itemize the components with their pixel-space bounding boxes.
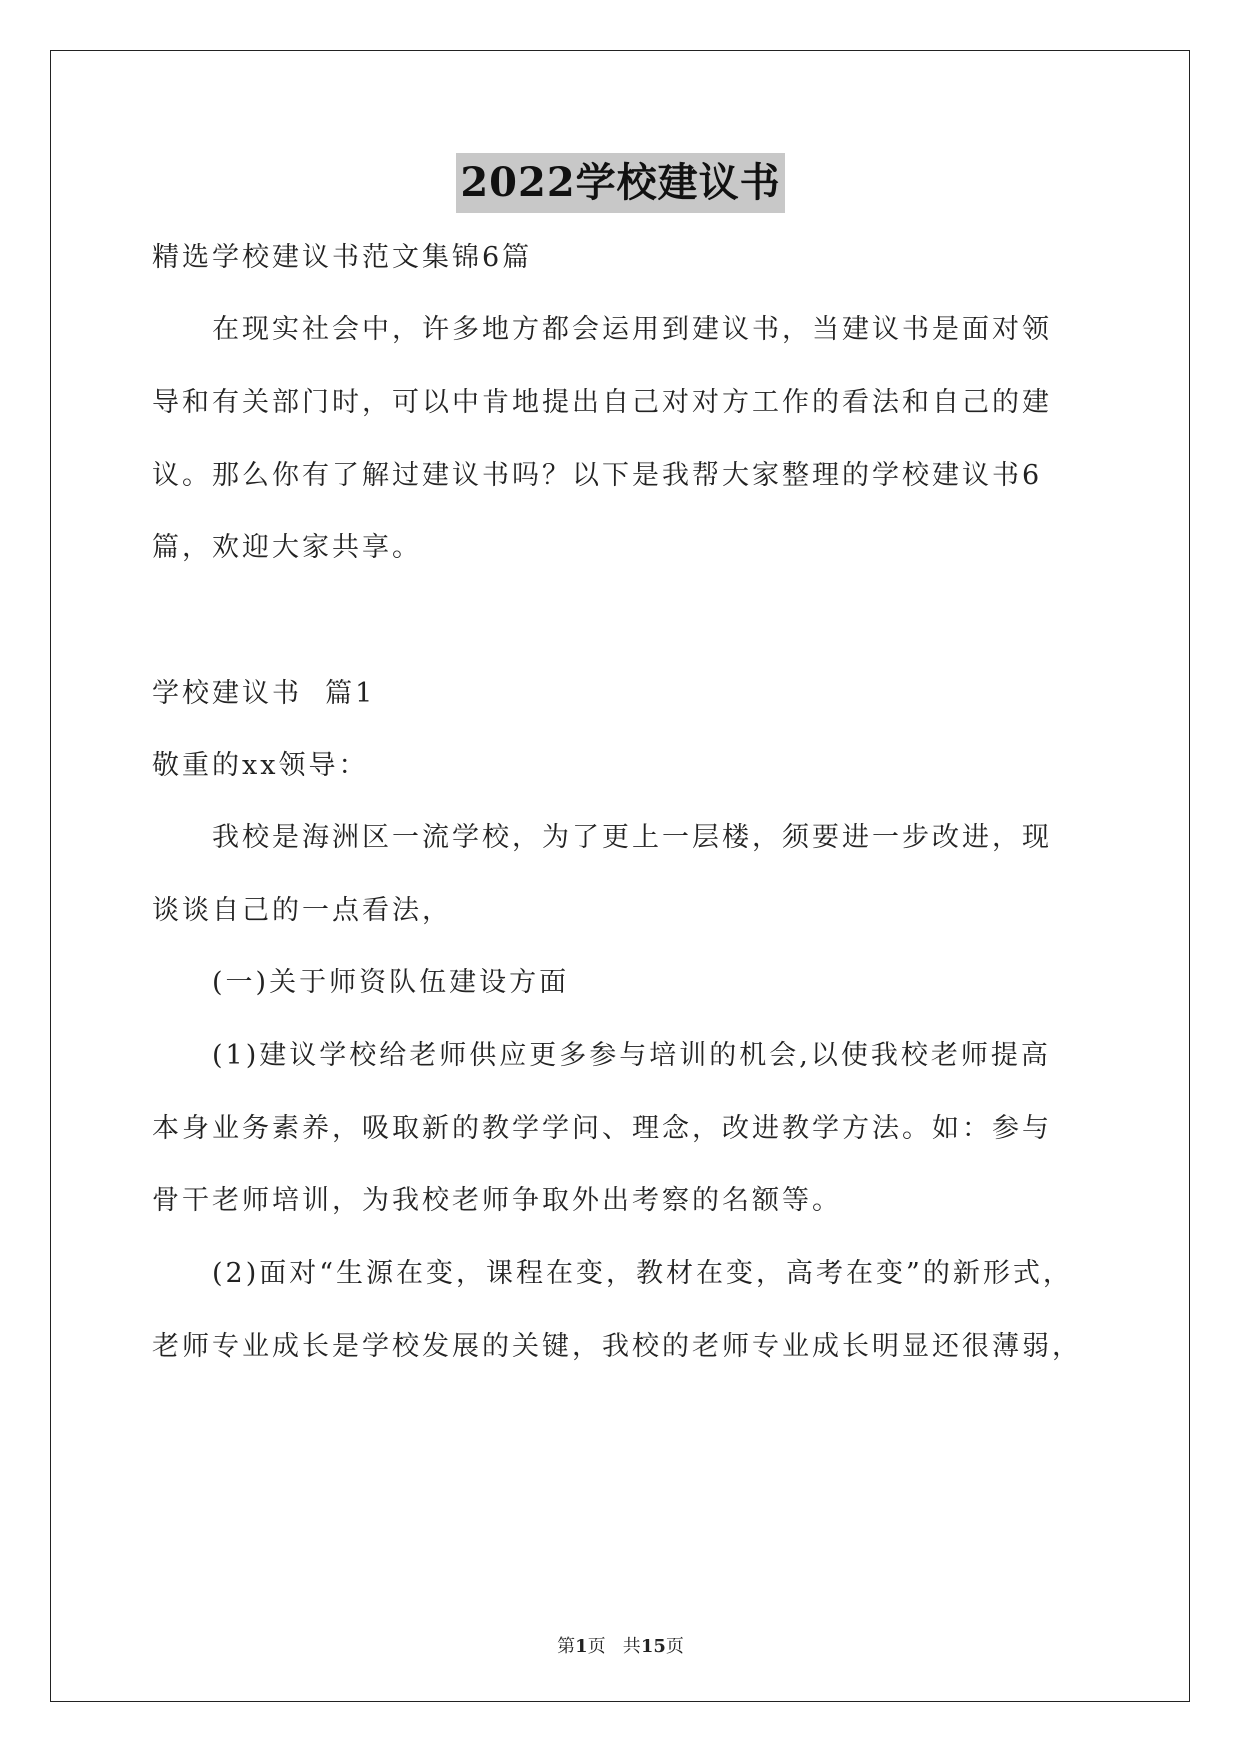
current-page-number: 1 [575,1636,588,1657]
page-border [50,50,1190,1702]
total-pages-number: 15 [640,1636,666,1657]
footer-suffix: 页 [665,1636,684,1657]
body-line-4: (1)建议学校给老师供应更多参与培训的机会,以使我校老师提高 [212,1040,1051,1071]
body-line-1: 我校是海洲区一流学校，为了更上一层楼，须要进一步改进，现 [212,822,1052,853]
body-line-5: 本身业务素养，吸取新的教学学问、理念，改进教学方法。如：参与 [152,1113,1052,1144]
document-subtitle: 精选学校建议书范文集锦6篇 [152,242,533,273]
footer-mid: 页 共 [587,1636,641,1657]
footer-prefix: 第 [557,1636,576,1657]
document-title: 2022学校建议书 [456,153,784,213]
intro-line-1: 在现实社会中，许多地方都会运用到建议书，当建议书是面对领 [212,314,1052,345]
intro-line-2: 导和有关部门时，可以中肯地提出自己对对方工作的看法和自己的建 [152,387,1052,418]
body-line-8: 老师专业成长是学校发展的关键，我校的老师专业成长明显还很薄弱， [152,1331,1082,1362]
body-line-2: 谈谈自己的一点看法， [152,895,452,926]
page-footer [0,1632,1241,1658]
body-line-7: (2)面对“生源在变，课程在变，教材在变，高考在变”的新形式， [212,1258,1073,1289]
body-line-3: (一)关于师资队伍建设方面 [212,967,570,998]
intro-line-3: 议。那么你有了解过建议书吗？以下是我帮大家整理的学校建议书6 [152,460,1043,491]
salutation: 敬重的xx领导： [152,750,369,781]
intro-line-4: 篇，欢迎大家共享。 [152,532,422,563]
title-container [0,153,1241,213]
section-heading: 学校建议书 篇1 [152,678,376,709]
body-line-6: 骨干老师培训，为我校老师争取外出考察的名额等。 [152,1185,842,1216]
